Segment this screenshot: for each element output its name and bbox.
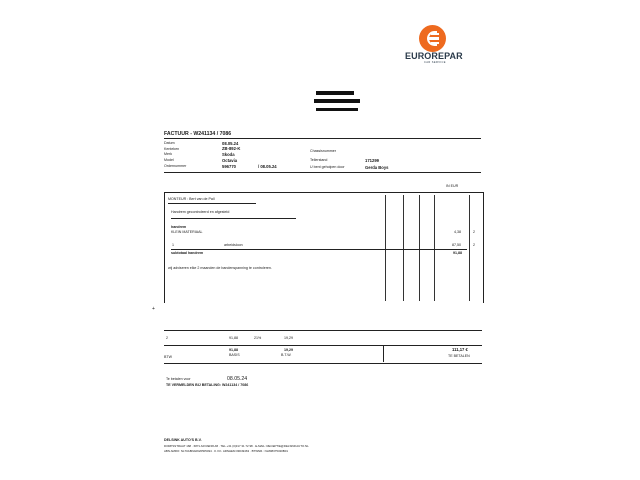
header-divider (164, 138, 481, 139)
field-value-kenteken: ZB-892-K (222, 146, 241, 151)
monteur-underline (168, 203, 256, 204)
field-label-tellerstand: Tellerstand (310, 158, 328, 162)
fields-divider (164, 172, 481, 173)
footer-address: DORPSSTRAAT 168 · 6871 AR RENKUM · TEL +31 (0)317 31 72 98 · E-MAIL: RECEPTIE@DELSINKAUTO.NL (164, 444, 309, 448)
monteur-line: MONTEUR : Bert van de Pall (168, 197, 215, 201)
totals-btw-left-label: BTW (164, 355, 172, 359)
totals-code: 2 (166, 336, 168, 340)
payment-reference: TE VERMELDEN BIJ BETALING: W241134 / 7086 (166, 383, 249, 387)
field-value-model: Octavia (222, 157, 238, 163)
footer-bank: ABN AMRO: NL70ABNA0620505494 · K.V.K. ARNHEM 09049463 · BTWNR.: NL808375320B01 (164, 449, 288, 453)
field-value-orderdate: / 08.05.24 (258, 163, 277, 169)
field-value-ordernummer: 596770 (222, 163, 236, 169)
field-value-geholpen-door: Gerda Boys (365, 164, 389, 170)
field-label-kenteken: Kenteken (164, 146, 180, 151)
footer-company: DELSINK AUTO'S B.V. (164, 438, 202, 442)
redacted-address-line (314, 99, 360, 103)
totals-basis-label: BASIS (229, 353, 240, 357)
field-label-chassisnummer: Chassisnummer (310, 149, 336, 153)
brand-tagline: CAR SERVICE (424, 60, 446, 64)
due-label: Te betalen voor (166, 377, 191, 381)
field-value-tellerstand: 171299 (365, 157, 379, 163)
redacted-address-line (316, 108, 358, 111)
totals-btw: 19,29 (284, 336, 293, 340)
totals-inner-rule (164, 345, 482, 346)
totals-table (164, 330, 482, 364)
redacted-address-line (316, 91, 354, 95)
line-unit: arbeidsloon (224, 243, 243, 247)
subtotal-label: subtotaal handrem (171, 251, 204, 255)
grand-total-label: TE BETALEN (448, 354, 470, 358)
margin-mark: + (152, 306, 155, 312)
advice-text: wij adviseren elke 2 maanden de bandenspanning te controleren. (168, 266, 272, 270)
column-divider (419, 195, 420, 301)
field-label-geholpen-door: U bent geholpen door (310, 165, 345, 169)
grand-total: 111,17 € (452, 347, 468, 352)
line-code: 2 (473, 243, 475, 247)
line-desc: KLEIN MATERIAAL (171, 230, 203, 234)
line-code: 2 (473, 230, 475, 234)
totals-vrule (383, 345, 384, 362)
items-table (164, 192, 484, 303)
item-description: Handrem gecontroleerd en afgesteld (171, 210, 230, 214)
line-desc: 1 (172, 243, 174, 247)
field-label-model: Model (164, 158, 174, 162)
field-label-ordernummer: Ordernummer (164, 164, 187, 168)
column-divider (434, 195, 435, 301)
column-divider (385, 195, 386, 301)
column-divider (469, 195, 470, 301)
subtotal-rule (171, 249, 467, 250)
totals-btw-label: B.T.W. (281, 353, 292, 357)
line-amount: 87,50 (452, 243, 461, 247)
field-value-datum: 08.05.24 (222, 140, 239, 146)
totals-pct: 21% (254, 336, 262, 340)
invoice-title: FACTUUR - W241134 / 7086 (164, 131, 232, 137)
section-title: handrem (171, 225, 187, 229)
totals-basis: 91,88 (229, 336, 238, 340)
due-date: 08.05.24 (227, 375, 248, 382)
field-label-datum: Datum (164, 141, 175, 145)
brand-logo-icon (419, 25, 446, 52)
subtotal-value: 91,88 (453, 251, 462, 255)
description-underline (171, 218, 296, 219)
field-label-merk: Merk (164, 152, 172, 156)
brand-name: EUROREPAR (405, 51, 463, 61)
totals-btw-total: 19,29 (284, 348, 293, 352)
totals-basis-total: 91,88 (229, 348, 238, 352)
line-amount: 4,38 (454, 230, 461, 234)
currency-header: IN EUR (446, 184, 459, 188)
column-divider (403, 195, 404, 301)
field-value-merk: Skoda (222, 151, 235, 157)
